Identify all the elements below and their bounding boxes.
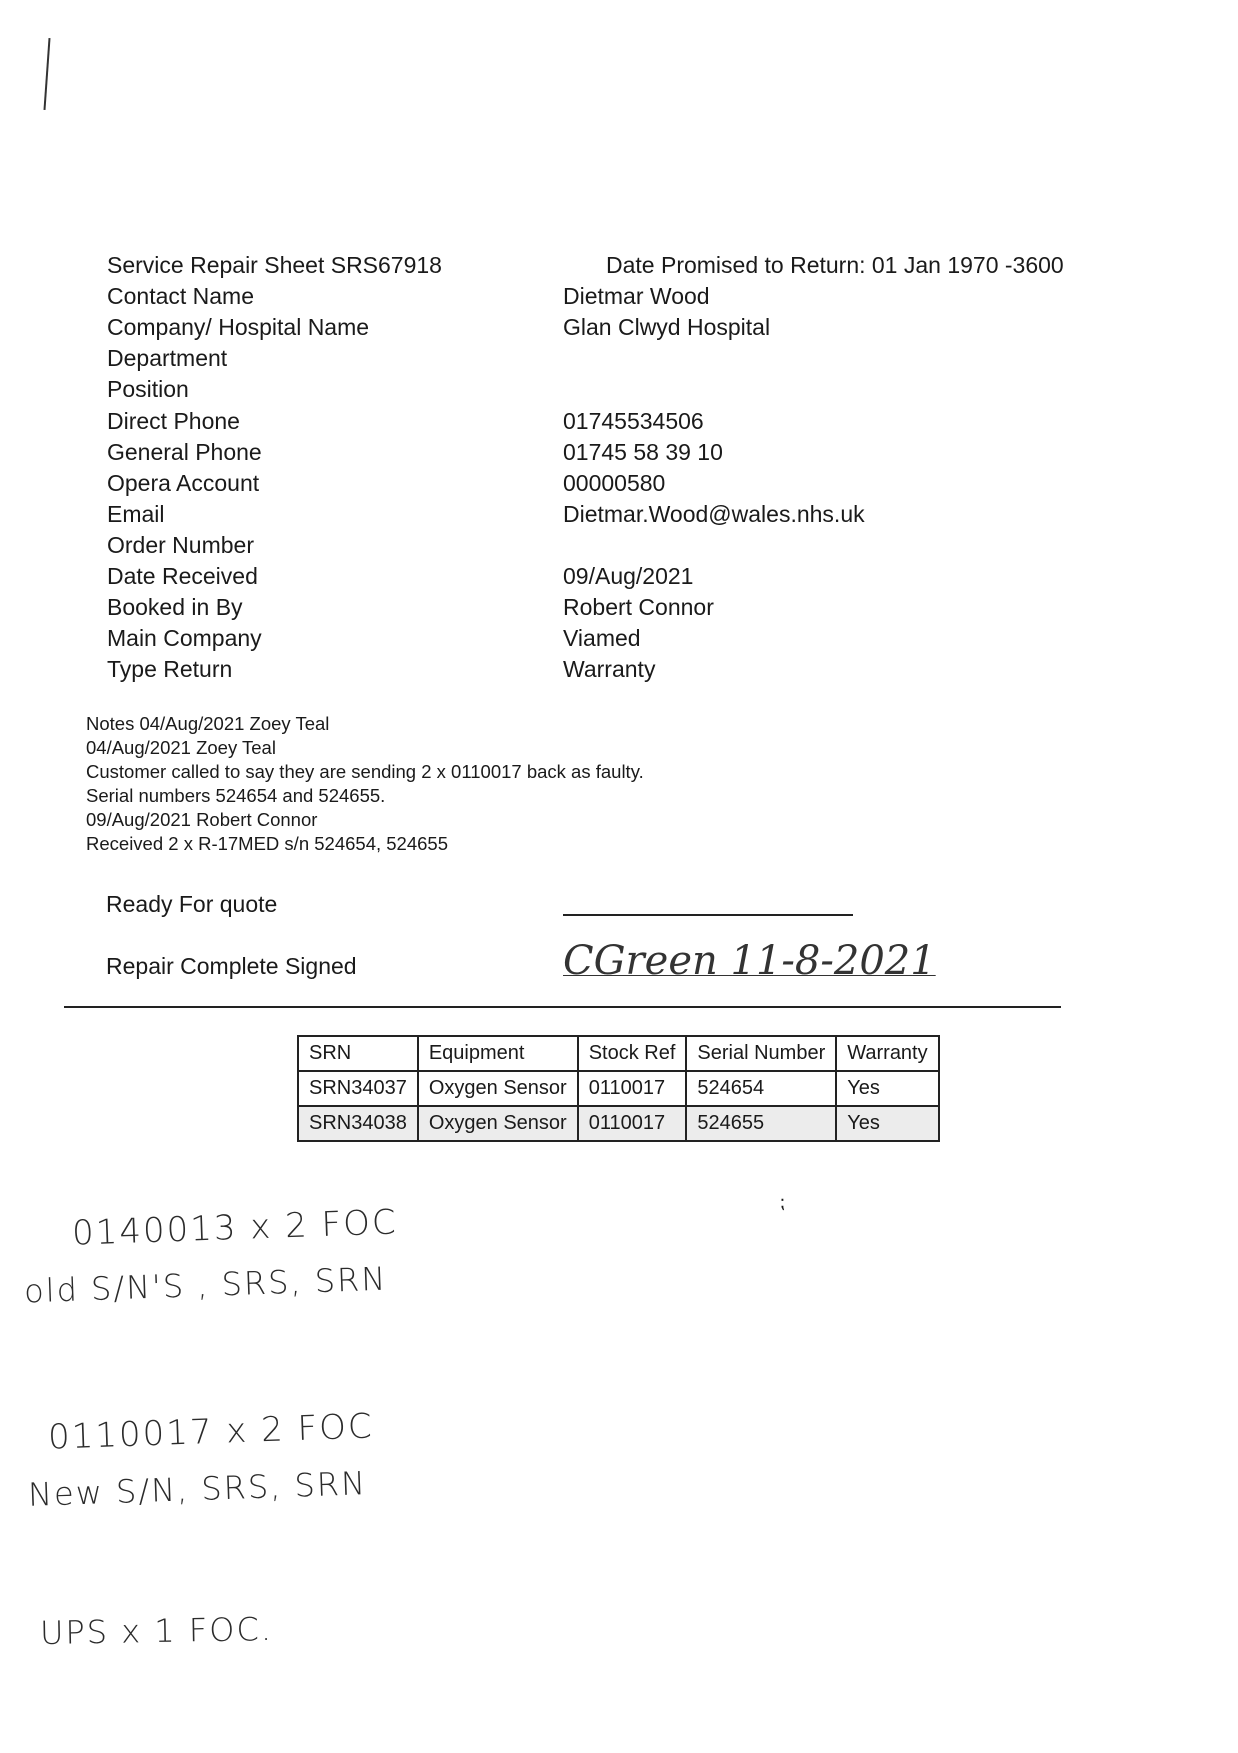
note-line: Notes 04/Aug/2021 Zoey Teal: [86, 713, 330, 734]
cell-serial-number: 524655: [686, 1106, 836, 1141]
field-value-contact-name: Dietmar Wood: [563, 283, 710, 309]
handwritten-note-2: old S/N'S , SRS, SRN: [23, 1259, 388, 1311]
field-label-direct-phone: Direct Phone: [107, 408, 240, 434]
table-row: [298, 1106, 939, 1141]
stray-mark: ⁏: [779, 1192, 786, 1212]
cell-srn: SRN34038: [298, 1106, 418, 1141]
field-label-opera-account: Opera Account: [107, 470, 260, 496]
field-value-date-received: 09/Aug/2021: [563, 563, 694, 589]
handwritten-signature: CGreen 11-8-2021: [563, 938, 936, 984]
note-line: Serial numbers 524654 and 524655.: [86, 785, 386, 806]
field-value-main-company: Viamed: [563, 625, 641, 651]
field-value-direct-phone: 01745534506: [563, 408, 704, 434]
sheet-title: Service Repair Sheet SRS67918: [107, 252, 442, 278]
date-promised: Date Promised to Return: 01 Jan 1970 -3600: [606, 252, 1064, 278]
field-label-email: Email: [107, 501, 165, 527]
cell-stock-ref: 0110017: [578, 1106, 687, 1141]
pen-mark: [43, 38, 50, 110]
handwritten-note-3: 0110017 x 2 FOC: [47, 1406, 375, 1458]
col-header-equipment: Equipment: [418, 1036, 578, 1071]
ready-for-quote-line: [563, 914, 853, 916]
field-value-opera-account: 00000580: [563, 470, 666, 496]
handwritten-note-4: New S/N, SRS, SRN: [27, 1464, 368, 1514]
field-value-company: Glan Clwyd Hospital: [563, 314, 771, 340]
cell-warranty: Yes: [836, 1071, 938, 1106]
cell-warranty: Yes: [836, 1106, 938, 1141]
notes-block: [86, 712, 644, 856]
note-line: Customer called to say they are sending 2 x 0110017 back as faulty.: [86, 761, 644, 782]
repair-complete-label: Repair Complete Signed: [106, 953, 357, 979]
handwritten-note-1: 0140013 x 2 FOC: [71, 1202, 399, 1254]
col-header-stock-ref: Stock Ref: [578, 1036, 687, 1071]
field-label-company: Company/ Hospital Name: [107, 314, 370, 340]
divider: [64, 1006, 1061, 1008]
note-line: Received 2 x R-17MED s/n 524654, 524655: [86, 833, 448, 854]
handwritten-note-5: UPS x 1 FOC.: [39, 1609, 274, 1653]
field-label-contact-name: Contact Name: [107, 283, 255, 309]
field-label-department: Department: [107, 345, 228, 371]
field-label-general-phone: General Phone: [107, 439, 262, 465]
cell-equipment: Oxygen Sensor: [418, 1106, 578, 1141]
col-header-warranty: Warranty: [836, 1036, 938, 1071]
field-label-type-return: Type Return: [107, 656, 233, 682]
field-value-booked-in-by: Robert Connor: [563, 594, 714, 620]
field-label-order-number: Order Number: [107, 532, 254, 558]
table-header-row: [298, 1036, 939, 1071]
srn-table: [297, 1035, 940, 1142]
field-label-position: Position: [107, 376, 189, 402]
note-line: 04/Aug/2021 Zoey Teal: [86, 737, 276, 758]
field-label-booked-in-by: Booked in By: [107, 594, 243, 620]
col-header-srn: SRN: [298, 1036, 418, 1071]
field-label-main-company: Main Company: [107, 625, 262, 651]
cell-stock-ref: 0110017: [578, 1071, 687, 1106]
note-line: 09/Aug/2021 Robert Connor: [86, 809, 318, 830]
field-value-type-return: Warranty: [563, 656, 656, 682]
cell-serial-number: 524654: [686, 1071, 836, 1106]
field-value-general-phone: 01745 58 39 10: [563, 439, 723, 465]
table-row: [298, 1071, 939, 1106]
cell-equipment: Oxygen Sensor: [418, 1071, 578, 1106]
cell-srn: SRN34037: [298, 1071, 418, 1106]
field-label-date-received: Date Received: [107, 563, 258, 589]
ready-for-quote-label: Ready For quote: [106, 891, 278, 917]
field-value-email: Dietmar.Wood@wales.nhs.uk: [563, 501, 865, 527]
col-header-serial-number: Serial Number: [686, 1036, 836, 1071]
